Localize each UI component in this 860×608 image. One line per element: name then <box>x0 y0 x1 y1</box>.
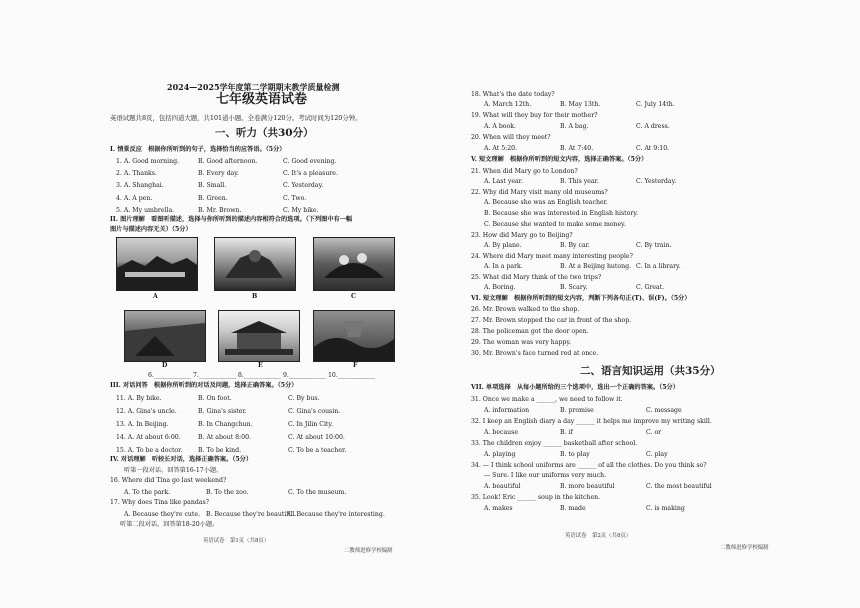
q20-b: B. At 7:40. <box>560 145 594 152</box>
photo-a <box>116 237 198 291</box>
q23-c: C. By train. <box>636 242 672 249</box>
page1-footer: 英语试卷 第1页（共8页） <box>203 538 270 544</box>
q13-a: 13. A. In Beijing. <box>116 421 169 428</box>
q25-question: 25. What did Mary think of the two trips? <box>471 274 602 281</box>
q13-c: C. In Jilin City. <box>288 421 334 428</box>
page2-footer: 英语试卷 第2页（共8页） <box>565 533 632 539</box>
q22-a: A. Because she was an English teacher. <box>484 199 608 206</box>
q18-b: B. May 13th. <box>560 101 601 108</box>
q3-a: 3. A. Shanghai. <box>116 182 164 189</box>
q24-b: B. At a Beijing hutong. <box>560 263 632 270</box>
q24-question: 24. Where did Mary meet many interesting people? <box>471 253 633 260</box>
q15-a: 15. A. To be a doctor. <box>116 447 183 454</box>
q32-b: B. if <box>560 429 573 436</box>
q18-question: 18. What's the date today? <box>471 91 555 98</box>
q23-a: A. By plane. <box>484 242 522 249</box>
q29-statement: 29. The woman was very happy. <box>471 339 572 346</box>
q2-c: C. It's a pleasure. <box>283 170 338 177</box>
q20-c: C. At 9:10. <box>636 145 670 152</box>
section2-title-2: 图片与描述内容无关）（5分） <box>110 226 192 233</box>
section2-title-1: II. 图片理解 看图听描述，选择与你所听到的描述内容相符合的选项。（下列图中有一幅 <box>110 216 353 223</box>
page1-footer-org: 二教师进修学校编制 <box>344 548 393 554</box>
section7-title: VII. 单项选择 从每小题所给的三个选项中，选出一个正确的答案。（5分） <box>471 384 679 391</box>
photo-d <box>124 310 206 362</box>
q16-question: 16. Where did Tina go last weekend? <box>110 477 227 484</box>
q23-b: B. By car. <box>560 242 590 249</box>
q33-question: 33. The children enjoy ______ basketball after school. <box>471 440 638 447</box>
q19-b: B. A bag. <box>560 123 589 130</box>
q27-statement: 27. Mr. Brown stopped the car in front of the shop. <box>471 317 632 324</box>
q21-a: A. Last year. <box>484 178 523 185</box>
label-f: F <box>353 362 358 369</box>
section4-note1: 听第一段对话，回答第16-17小题。 <box>124 467 223 474</box>
exam-intro: 英语试题共8页，包括四道大题，共101道小题。全卷满分120分。考试时间为120分钟。 <box>110 114 362 122</box>
q17-a: A. Because they're cute. <box>124 511 201 518</box>
q11-a: 11. A. By bike. <box>116 395 162 402</box>
q34-question: 34. — I think school uniforms are ______ of all the clothes. Do you think so? <box>471 462 707 469</box>
q31-question: 31. Once we make a ______, we need to follow it. <box>471 396 623 403</box>
q32-c: C. or <box>646 429 662 436</box>
answer-blanks-6-10: 6.____________ 7.____________ 8.____________ 9.____________ 10.____________ <box>148 372 375 379</box>
q4-a: 4. A. A pen. <box>116 195 153 202</box>
q13-b: B. In Changchun. <box>198 421 253 428</box>
q31-b: B. promise <box>560 407 594 414</box>
q31-a: A. information <box>484 407 530 414</box>
q35-a: A. makes <box>484 505 513 512</box>
q17-question: 17. Why does Tina like pandas? <box>110 499 209 506</box>
q23-question: 23. How did Mary go to Beijing? <box>471 232 573 239</box>
q21-b: B. This year. <box>560 178 599 185</box>
photo-f <box>313 310 395 362</box>
q34-a: A. beautiful <box>484 483 521 490</box>
q21-c: C. Yesterday. <box>636 178 677 185</box>
q5-b: B. Mr. Brown. <box>198 207 242 214</box>
q1-c: C. Good evening. <box>283 158 337 165</box>
q11-c: C. By bus. <box>288 395 320 402</box>
q2-a: 2. A. Thanks. <box>116 170 157 177</box>
q20-a: A. At 5:20. <box>484 145 518 152</box>
q19-c: C. A dress. <box>636 123 670 130</box>
q30-statement: 30. Mr. Brown's face turned red at once. <box>471 350 599 357</box>
q26-statement: 26. Mr. Brown walked to the shop. <box>471 306 580 313</box>
q5-c: C. My bike. <box>283 207 319 214</box>
q21-question: 21. When did Mary go to London? <box>471 168 578 175</box>
q16-c: C. To the museum. <box>288 489 347 496</box>
q11-b: B. On foot. <box>198 395 232 402</box>
q12-b: B. Gina's sister. <box>198 408 247 415</box>
q25-a: A. Boring. <box>484 284 516 291</box>
section6-title: VI. 短文理解 根据你所听到的短文内容，判断下列各句正(T)、误(F)。（5分） <box>471 295 691 302</box>
section3-title: III. 对话问答 根据你所听到的对话及问题，选择正确答案。（5分） <box>110 382 298 389</box>
q4-c: C. Two. <box>283 195 307 202</box>
q16-b: B. To the zoo. <box>206 489 249 496</box>
section4-note2: 听第二段对话，回答第18-20小题。 <box>120 521 219 528</box>
q28-statement: 28. The policeman got the door open. <box>471 328 589 335</box>
section4-title: IV. 对话理解 听较长对话，选择正确答案。（5分） <box>110 456 253 463</box>
photo-b <box>214 237 296 291</box>
q24-a: A. In a park. <box>484 263 523 270</box>
q22-question: 22. Why did Mary visit many old museums? <box>471 189 608 196</box>
q12-a: 12. A. Gina's uncle. <box>116 408 177 415</box>
q17-c: C. Because they're interesting. <box>288 511 385 518</box>
label-c: C <box>351 293 356 300</box>
page-2 <box>430 0 860 608</box>
q14-b: B. At about 8:00. <box>198 434 251 441</box>
q22-c: C. Because she wanted to make some money. <box>484 221 626 228</box>
q33-b: B. to play <box>560 451 590 458</box>
q25-b: B. Scary. <box>560 284 588 291</box>
q15-b: B. To be kind. <box>198 447 242 454</box>
q14-a: 14. A. At about 6:00. <box>116 434 181 441</box>
section5-title: V. 短文理解 根据你所听到的短文内容，选择正确答案。（5分） <box>471 156 648 163</box>
q20-question: 20. When will they meet? <box>471 134 551 141</box>
q19-a: A. A book. <box>484 123 516 130</box>
label-b: B <box>252 293 258 300</box>
photo-c <box>313 237 395 291</box>
q19-question: 19. What will they buy for their mother? <box>471 112 598 119</box>
q33-c: C. play <box>646 451 668 458</box>
q16-a: A. To the park. <box>124 489 171 496</box>
part1-title: 一、听力（共30分） <box>215 127 314 139</box>
label-e: E <box>258 362 263 369</box>
label-a: A <box>153 293 158 300</box>
label-d: D <box>162 362 168 369</box>
header-title: 2024—2025学年度第二学期期末教学质量检测 <box>167 82 340 92</box>
q35-b: B. made <box>560 505 586 512</box>
q24-c: C. In a library. <box>636 263 681 270</box>
page2-footer-org: 二教师进修学校编制 <box>720 545 769 551</box>
q18-a: A. March 12th. <box>484 101 532 108</box>
q32-question: 32. I keep an English diary a day ______ it helps me improve my writing skill. <box>471 418 712 425</box>
part2-title: 二、语言知识运用（共35分） <box>580 365 721 377</box>
q3-c: C. Yesterday. <box>283 182 324 189</box>
q33-a: A. playing <box>484 451 516 458</box>
q2-b: B. Every day. <box>198 170 239 177</box>
q25-c: C. Great. <box>636 284 665 291</box>
q31-c: C. message <box>646 407 682 414</box>
q1-a: 1. A. Good morning. <box>116 158 180 165</box>
q17-b: B. Because they're beautiful. <box>206 511 297 518</box>
q34-reply: — Sure. I like our uniforms very much. <box>484 472 607 479</box>
q1-b: B. Good afternoon. <box>198 158 258 165</box>
q34-b: B. more beautiful <box>560 483 615 490</box>
q4-b: B. Green. <box>198 195 228 202</box>
q18-c: C. July 14th. <box>636 101 675 108</box>
q35-question: 35. Look! Eric ______ soup in the kitchen. <box>471 494 601 501</box>
q14-c: C. At about 10:00. <box>288 434 345 441</box>
q5-a: 5. A. My umbrella. <box>116 207 175 214</box>
q35-c: C. is making <box>646 505 685 512</box>
section1-title: I. 情景反应 根据你所听到的句子，选择恰当的应答语。（5分） <box>110 146 286 153</box>
q3-b: B. Small. <box>198 182 227 189</box>
exam-title: 七年级英语试卷 <box>216 92 308 107</box>
q22-b: B. Because she was interested in English history. <box>484 210 638 217</box>
q15-c: C. To be a teacher. <box>288 447 347 454</box>
photo-e <box>218 310 300 362</box>
q32-a: A. because <box>484 429 519 436</box>
q34-c: C. the most beautiful <box>646 483 712 490</box>
q12-c: C. Gina's cousin. <box>288 408 341 415</box>
